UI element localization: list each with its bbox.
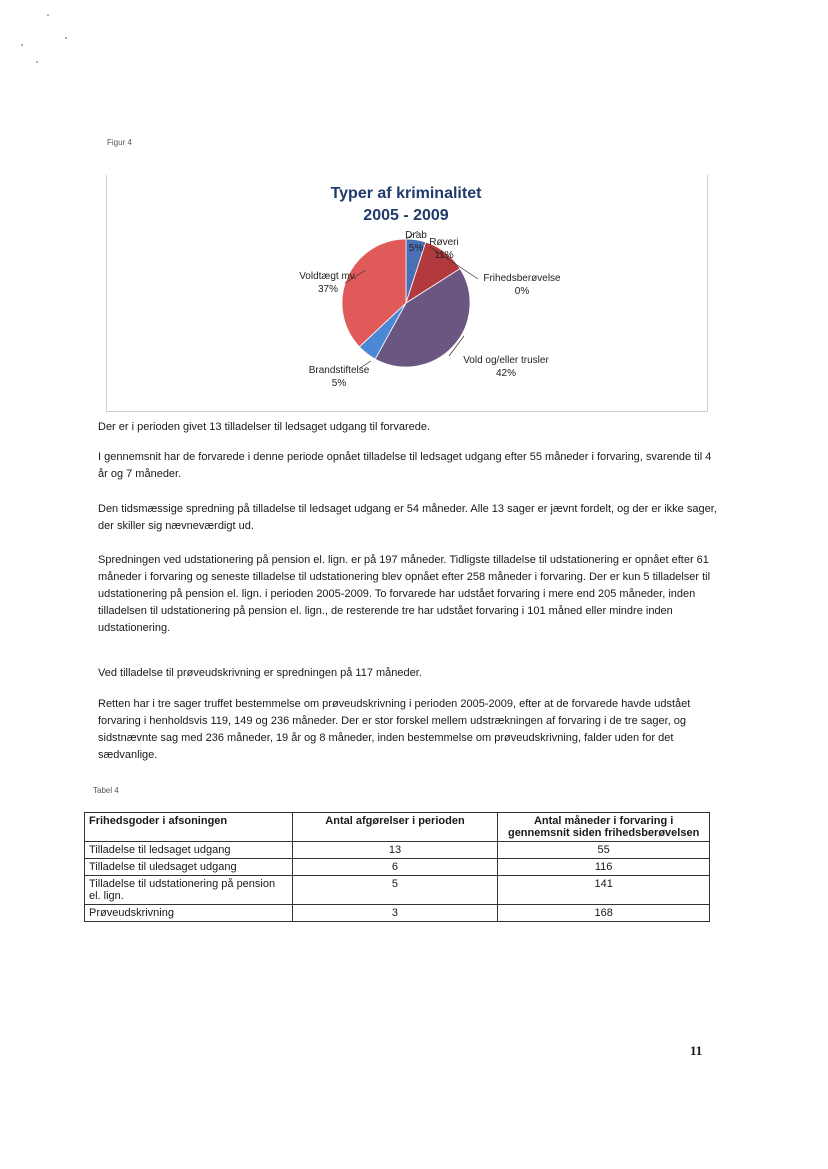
paragraph: I gennemsnit har de forvarede i denne periode opnået tilladelse til ledsaget udgang efter 55 måneder i forvaring, svarende til 4 år og 7 måneder. bbox=[98, 451, 712, 480]
table-cell: 168 bbox=[498, 905, 710, 922]
slice-name: Frihedsberøvelse bbox=[483, 273, 561, 284]
chart-subtitle: 2005 - 2009 bbox=[363, 207, 449, 224]
table-cell: 116 bbox=[498, 859, 710, 876]
table-row bbox=[85, 859, 710, 876]
paragraph: Ved tilladelse til prøveudskrivning er spredningen på 117 måneder. bbox=[98, 667, 422, 679]
table-row bbox=[85, 876, 710, 905]
scan-speck bbox=[65, 37, 67, 39]
slice-name: Vold og/eller trusler bbox=[463, 355, 549, 366]
table-cell: Prøveudskrivning bbox=[85, 905, 293, 922]
table-cell: Tilladelse til ledsaget udgang bbox=[85, 842, 293, 859]
slice-label-roveri bbox=[424, 236, 464, 262]
slice-name: Røveri bbox=[429, 237, 459, 248]
column-header: Frihedsgoder i afsoningen bbox=[85, 813, 293, 842]
pie-chart bbox=[106, 175, 706, 411]
page-number: 11 bbox=[690, 1043, 703, 1058]
table-cell: 13 bbox=[292, 842, 498, 859]
table-row bbox=[85, 842, 710, 859]
slice-name: Brandstiftelse bbox=[308, 365, 370, 376]
table-cell: 141 bbox=[498, 876, 710, 905]
slice-label-vold bbox=[450, 354, 562, 380]
column-header: Antal måneder i forvaring i gennemsnit siden frihedsberøvelsen bbox=[498, 813, 710, 842]
column-header: Antal afgørelser i perioden bbox=[292, 813, 498, 842]
chart-title: Typer af kriminalitet bbox=[330, 185, 482, 202]
table-cell: 5 bbox=[292, 876, 498, 905]
slice-percent: 5% bbox=[408, 243, 424, 254]
paragraph: Spredningen ved udstationering på pension el. lign. er på 197 måneder. Tidligste tilladelse til udstationering er opnået efter 61 måneder i forvaring og seneste tilladelse til udstationering blev opnået efter 258 måneder i forvaring. Der er kun 5 tilladelser til udstationering på pension el. lign. i perioden 2005-2009. To forvarede har udstået forvaring i mere end 205 måneder, inden tilladelsen til udstationering på pension el. lign., de resterende tre har udstået forvaring i 101 måned eller mindre inden udstationering. bbox=[98, 554, 711, 634]
table-cell: Tilladelse til uledsaget udgang bbox=[85, 859, 293, 876]
slice-name: Drab bbox=[405, 230, 427, 241]
slice-percent: 42% bbox=[495, 368, 516, 379]
paragraph: Der er i perioden givet 13 tilladelser til ledsaget udgang til forvarede. bbox=[98, 421, 431, 433]
paragraph: Retten har i tre sager truffet bestemmelse om prøveudskrivning i perioden 2005-2009, efter at de forvarede havde udstået forvaring i henholdsvis 119, 149 og 236 måneder. Der er stor forskel mellem udstrækningen af forvaring i de tre sager, og sidstnævnte sag med 236 måneder, 19 år og 8 måneder, inden bestemmelse om prøveudskrivning, falder uden for det sædvanlige. bbox=[98, 698, 691, 761]
table-cell: 55 bbox=[498, 842, 710, 859]
scan-speck bbox=[21, 44, 23, 46]
slice-label-voldtaegt bbox=[286, 270, 370, 296]
freedom-table bbox=[84, 812, 710, 922]
table-cell: 6 bbox=[292, 859, 498, 876]
figure-label: Figur 4 bbox=[107, 138, 132, 147]
slice-percent: 0% bbox=[514, 286, 530, 297]
table-cell: 3 bbox=[292, 905, 498, 922]
slice-label-frihedsberovelse bbox=[474, 272, 570, 298]
slice-name: Voldtægt mv. bbox=[299, 271, 357, 282]
scan-speck bbox=[36, 61, 38, 63]
table-row bbox=[85, 905, 710, 922]
table-header-row bbox=[85, 813, 710, 842]
paragraph: Den tidsmæssige spredning på tilladelse til ledsaget udgang er 54 måneder. Alle 13 sager er jævnt fordelt, og der er ikke sager, der skiller sig nævneværdigt ud. bbox=[98, 503, 717, 532]
slice-percent: 37% bbox=[317, 284, 338, 295]
scan-speck bbox=[47, 14, 49, 16]
slice-percent: 11% bbox=[434, 250, 454, 261]
slice-percent: 5% bbox=[331, 378, 347, 389]
slice-label-brandstiftelse bbox=[296, 364, 382, 390]
table-label: Tabel 4 bbox=[93, 786, 119, 795]
table-cell: Tilladelse til udstationering på pension el. lign. bbox=[85, 876, 293, 905]
